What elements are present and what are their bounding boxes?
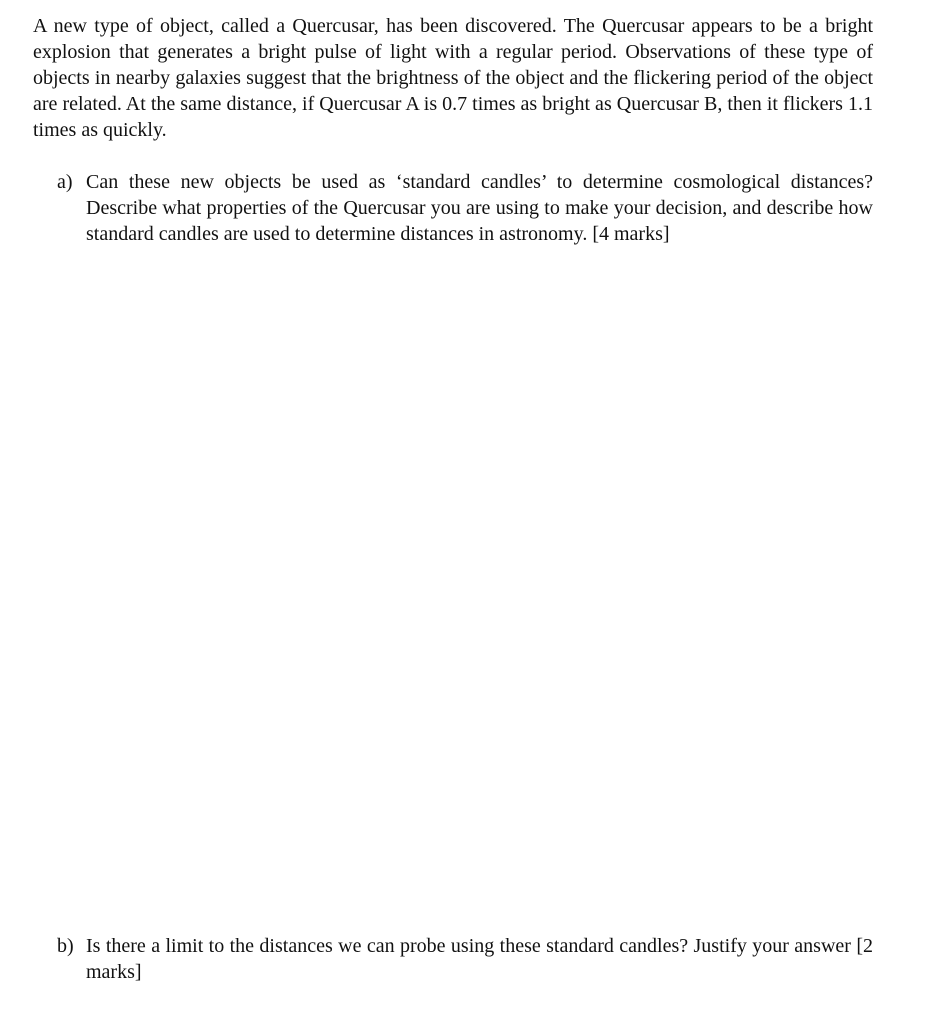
intro-paragraph: A new type of object, called a Quercusar, has been discovered. The Quercusar appears to be a bright explosion that generates a bright pulse of light with a regular period. Observations of these type of objects in nearby galaxies suggest that the brightness of the object and the flickering period of the object are related. At the same distance, if Quercusar A is 0.7 times as bright as Quercusar B, then it flickers 1.1 times as quickly. bbox=[33, 15, 873, 141]
question-b bbox=[57, 933, 873, 985]
question-b-text: Is there a limit to the distances we can probe using these standard candles? Justify your answer [2 marks] bbox=[86, 935, 873, 983]
question-a bbox=[57, 169, 873, 247]
question-a-text: Can these new objects be used as ‘standard candles’ to determine cosmological distances? Describe what properties of the Quercusar you are using to make your decision, and describe how standard candles are used to determine distances in astronomy. [4 marks] bbox=[86, 171, 873, 245]
question-b-label: b) bbox=[57, 935, 74, 957]
question-a-label: a) bbox=[57, 171, 73, 193]
